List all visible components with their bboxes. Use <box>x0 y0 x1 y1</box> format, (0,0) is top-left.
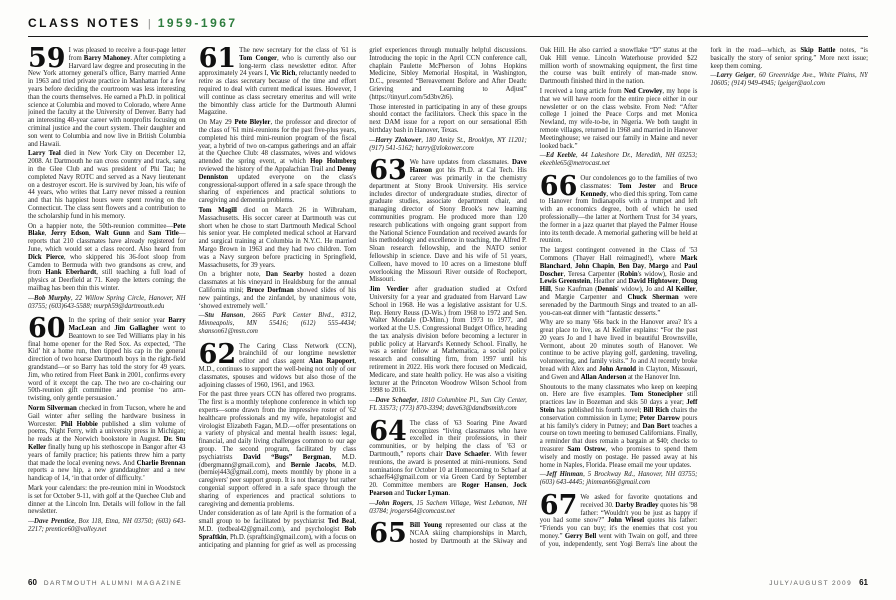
note-paragraph: Why are so many '66s back in the Hanover area? It's a great place to live, as Al Keiller explains: “For the past 20 years Jo and I have lived in beautiful Brownsville, Vermont, about 20 minutes south of Hanover. We continue to be active playing golf, gardening, traveling, volunteering, and family visits.” Jo and Al recently broke bread with Alex and John Arnold in Clayton, Missouri, and Gwen and Allan Anderson at the Hanover Inn. <box>539 319 698 381</box>
header-separator: | <box>147 18 151 30</box>
secretary-signoff: —Stu Hanson, 2665 Park Center Blvd., #312, Minneapolis, MN 55416; (612) 555-4434; shanson61@msn.com <box>198 312 357 335</box>
classmate-name: Dave Hanson <box>409 159 527 175</box>
classmate-name: Sam Ostrow <box>567 446 606 454</box>
classmate-name: Al Keiller <box>666 286 696 294</box>
secretary-signoff: —Ed Keeble, 44 Lakeshore Dr., Meredith, NH 03253; ekeeble65@metrocast.net <box>539 152 698 168</box>
classmate-name: Dave Prentice <box>34 518 75 526</box>
note-paragraph: The Caring Class Network (CCN), brainchild of our longtime newsletter editor and class agent Alan Rapoport, M.D., continues to support the well-being not only of our classmates, spouses and widows but also those of the adjoining classes of 1960, 1961, and 1963. <box>198 342 357 389</box>
classmate-name: Dick Pierce <box>28 253 64 261</box>
note-paragraph: Under consideration as of late April is the formation of a small group to be facilitated by psychiatrist Ted Beal, M.D. (tedbeal42@gmail.com), and psychologist Bob Spraftkin, Ph.D. (spraftkin@gmail.com), with a focus on anticipating and planning for grief as well as processing grief experiences through mutually helpful discussions. Introducing the topic in the April CCN conference call, chaplain Paulette McPherson of Johns Hopkins Medicine, Sibley Memorial Hospital, in Washington, D.C., presented “Bereavement Before and After Death: Grieving and Learning to Adjust” (https://tinyurl.com/5d3bv2t6). <box>198 47 527 549</box>
classmate-name: Robin <box>619 270 638 278</box>
classmate-name: Larry Teal <box>28 150 61 158</box>
classmate-name: Tom Jester <box>618 182 656 190</box>
class-year-dropcap: 59 <box>28 47 66 74</box>
note-paragraph: On a brighter note, Dan Searby hosted a dozen classmates at his vineyard in Healdsburg for the annual California mini; Bruce Dorfman showed slides of his new paintings, and the zinfandel, by unanimous vote, ‘showed extremely well.’ <box>198 271 357 310</box>
classmate-name: Ned Crowley <box>624 87 663 95</box>
classmate-name: Bernie Jacobs <box>290 461 335 469</box>
classmate-name: Tucker Lyman <box>405 490 449 498</box>
classmate-name: Ben Day <box>618 262 645 270</box>
classmate-name: Pete Blake <box>28 222 186 238</box>
classmate-name: Tom Stonecipher <box>630 391 683 399</box>
secretary-signoff: —John Rogers, 15 Sachem Village, West Lebanon, NH 03784; jrogers64@comcast.net <box>369 499 527 515</box>
class-year-dropcap: 67 <box>539 490 578 522</box>
class-section-59 <box>28 47 186 310</box>
classmate-name: David Hightower <box>628 278 679 286</box>
note-paragraph: Larry Teal died in New York City on December 12, 2008. At Dartmouth he ran cross country and track, sang in the Glee Club and was president of Phi Tau; he completed Navy ROTC and served as a Navy lieutenant on a destroyer escort. He is survived by Joan, his wife of 44 years, who writes that Larry never missed a reunion and that his happiest hours were spent rowing on the Connecticut. The class sent flowers and a contribution to the scholarship fund in his memory. <box>28 150 186 220</box>
classmate-name: Dan Searby <box>265 271 304 279</box>
page-header <box>28 16 868 37</box>
classmate-name: Bill Rich <box>643 407 669 415</box>
secretary-signoff: —Jeff Hinman, 5 Brockway Rd., Hanover, NH 03755; (603) 643-4445; jhinman66@gmail.com <box>539 471 698 487</box>
classmate-name: John Arnold <box>598 366 637 374</box>
classmate-name: Darby Bradley <box>615 501 659 509</box>
classmate-name: Skip Battle <box>800 47 836 54</box>
footer-magazine-title: DARTMOUTH ALUMNI MAGAZINE <box>43 580 183 587</box>
class-year-dropcap: 61 <box>198 47 237 74</box>
note-paragraph: On May 29 Pete Bleyler, the professor and director of the class of '61 mini-reunions for the past five-plus years, completed his third mini-reunion program of the fiscal year, a hybrid of two on-campus gatherings and an affair at the Quechee Club: 48 classmates, wives and widows attended the spring event, at which Hop Holmberg reviewed the history of the Appalachian Trail and Denny Denniston updated everyone on the class's congressional-support offered in a safe space through the sharing of experiences and practical solutions to caregiving and dementia problems. <box>198 119 357 205</box>
classmate-name: Paul Doscher <box>539 262 698 278</box>
classmate-name: Jock Pearson <box>369 482 527 498</box>
classmate-name: Chuck Sherman <box>627 293 679 301</box>
classmate-name: Dave Schaefer <box>375 397 417 405</box>
secretary-signoff: —Dave Schaefer, 1810 Columbine Pl., Sun City Center, FL 33573; (773) 870-3394; dave63@dandbsmith.com <box>369 397 527 413</box>
secretary-signoff: —Dave Prentice, Box 118, Etna, NH 03750; (603) 643-2217; prentice60@valley.net <box>28 518 186 534</box>
note-paragraph: We have updates from classmates. Dave Hanson got his Ph.D. at Cal Tech. His career was primarily in the chemistry department at Stony Brook University. His service includes director of undergraduate studies, director of graduate studies, associate department chair, and managing director of Stony Brook's new learning communities program. He produced more than 120 research publications with ongoing grant support from the National Science Foundation and received awards for his methodology and excellence in teaching, the Alfred P. Sloan research fellowship, and the NATO senior fellowship in science. Dave and his wife of 51 years, Colleen, have moved to 10 acres on a limestone bluff overlooking the Missouri River outside of Rocheport, Missouri. <box>369 159 527 284</box>
classmate-name: Gerry Bell <box>564 533 597 541</box>
class-section-66 <box>539 170 698 487</box>
page-footer <box>28 578 868 587</box>
classmate-name: Jim Gallagher <box>114 325 159 333</box>
classmate-name: Sam Title <box>148 230 179 238</box>
note-paragraph: I received a long article from Ned Crowley, my hope is that we will have room for the entire piece either in our newsletter or on the class website. From Ned: “After college I joined the Peace Corps and met Monica Newland, my wife-to-be, in Nigeria. We both taught in remote villages, returned in 1968 and married in Hanover Meetinghouse; we raised our family in Maine and never looked back.” <box>539 87 698 150</box>
note-paragraph: Tom Magill died on March 26 in Wilbraham, Massachusetts. His soccer career at Dartmouth was cut short when he chose to start Dartmouth Medical School his senior year. He completed medical school at Harvard and surgical training at Columbia in N.Y.C. He married Margo Brown in 1963 and they had two children. Tom was a Navy surgeon before practicing in Springfield, Massachusetts, for 39 years. <box>198 206 357 269</box>
classmate-name: Phil Hobbie <box>60 420 98 428</box>
classmate-name: John Rogers <box>375 499 413 507</box>
classmate-name: Walt Gunn <box>94 230 130 238</box>
classmate-name: Lewis Greenstein <box>539 278 591 286</box>
note-paragraph: On a happier note, the 50th-reunion committee—Pete Blake, Jerry Edson, Walt Gunn and Sam Title—reports that 210 classmates have already registered for June, which would set a class record. Also heard from Dick Pierce, who skippered his 36-foot sloop from Camden to Bermuda with two grandsons as crew, and from Hank Eberhardt, still teaching a full load of physics at Deerfield at 71. Keep the letters coming; the mailbag has been thin this winter. <box>28 222 186 292</box>
classmate-name: Margo <box>648 262 669 270</box>
classmate-name: Roger Hansen <box>461 482 507 490</box>
classmate-name: Doug Hill <box>539 278 698 294</box>
classmate-name: Dave Schaefer <box>446 451 490 459</box>
classmate-name: Bob Spraftkin <box>198 526 357 541</box>
classmate-name: John Wiesel <box>607 517 645 525</box>
classmate-name: Norm Silverman <box>28 405 77 413</box>
classmate-name: Ed Keeble <box>545 152 576 160</box>
classmate-name: Bruce Kennedy <box>580 182 698 198</box>
footer-issue-date: JULY/AUGUST 2009 <box>769 580 853 587</box>
secretary-signoff: —Bob Murphy, 22 Willow Spring Circle, Hanover, NH 03755; (603)643-5588; murph59@dartmouth.edu <box>28 294 186 310</box>
classmate-name: Dan Bort <box>642 422 670 430</box>
classmate-name: Jerry Edson <box>50 230 89 238</box>
note-paragraph: The class of '63 Soaring Pine Award recognizes “living classmates who have excelled in their professions, in their communities, or by helping the class of '63 or Dartmouth,” reports chair Dave Schaefer. With fewer reunions, the award is presented at mini-reunions. Send nominations for October 10 at Homecoming to Schaef at schaef64@gmail.com or via Green Card by September 20. Committee members are Roger Hansen, Jock Pearson and Tucker Lyman. <box>369 419 527 498</box>
class-section-64 <box>369 415 527 516</box>
note-paragraph: In the spring of their senior year Barry MacLean and Jim Gallagher went to Beantown to see Ted Williams play in his final home opener for the Red Sox. As expected, ‘The Kid’ hit a home run, then tipped his cap in the general direction of two hoarse Dartmouth boys in the right-field grandstand—or so Barry has told the story for 49 years. Jim, who retired from Fleet Bank in 2001, confirms every word of it except the cap. The two are co-chairing our 50th-reunion gift committee and promise ‘no arm-twisting, only gentle persuasion.’ <box>28 317 186 403</box>
secretary-signoff: —Larry Geiger, 60 Greenridge Ave., White Plains, NY 10605; (914) 949-4945; lgeiger@aol.com <box>710 72 868 88</box>
classmate-name: Mark Blanchard <box>539 254 698 270</box>
classmate-name: Stu Hanson <box>204 312 244 320</box>
secretary-signoff: —Harry Zlokower, 180 Amity St., Brooklyn, NY 11201; (917) 541-5162; harry@zlokower.com <box>369 136 527 152</box>
classmate-name: Pete Bleyler <box>234 119 271 127</box>
classmate-name: Hop Holmberg <box>310 158 357 166</box>
note-paragraph: We asked for favorite quotations and received 30. Darby Bradley quotes his '98 father: “Wouldn't you be just as happy if you had some snow?” John Wiesel quotes his father: “Friends you can buy; it's the enemies that cost you money.” Gerry Bell went with Twain on golf, and three of you, independently, sent Yogi Berra's line about the fork in the road—which, as Skip Battle notes, “is basically the story of senior spring.” More next issue; keep them coming. <box>539 47 868 548</box>
classmate-name: Tom Magill <box>198 206 237 214</box>
classmate-name: Charlie Brennan <box>136 459 186 467</box>
classmate-name: Vic Rich <box>270 70 296 78</box>
classmate-name: Bruce Dorfman <box>246 286 294 294</box>
class-year-dropcap: 64 <box>369 415 407 447</box>
classmate-name: David “Bugs” Bergman <box>243 453 330 461</box>
footer-right <box>769 578 868 587</box>
classmate-name: Harry Zlokower <box>375 136 422 144</box>
footer-page-number-left: 60 <box>28 578 37 587</box>
note-paragraph: Those interested in participating in any of these groups should contact the facilitators. Check this space in the next DAM issue for a report on our sensational 85th birthday bash in Hanover, Texas. <box>369 103 527 134</box>
classmate-name: Bob Murphy <box>34 294 71 302</box>
classmate-name: Denny Denniston <box>198 165 357 181</box>
footer-left <box>28 578 182 587</box>
note-paragraph: The new secretary for the class of '61 is Tom Conger, who is currently also our long-term class newsletter editor. After approximately 24 years I, Vic Rich, reluctantly needed to retire as class secretary because of the time and effort required to deal with current medical issues. However, I will continue as class secretary emeritus and will write the bimonthly class article for the Dartmouth Alumni Magazine. <box>198 47 357 117</box>
class-year-dropcap: 62 <box>198 338 237 370</box>
classmate-name: Dr. Stu Keller <box>28 436 186 452</box>
classmate-name: John Chapin <box>574 262 614 270</box>
class-section-60 <box>28 313 186 534</box>
classmate-name: Jeff Hinman <box>545 471 584 479</box>
classmate-name: Alan Rapoport <box>308 358 355 366</box>
classmate-name: Allan Anderson <box>580 373 627 381</box>
class-section-61 <box>199 47 357 336</box>
class-year-dropcap: 60 <box>28 313 66 345</box>
note-paragraph: Mark your calendars: the pre-reunion mini in Woodstock is set for October 9-11, with golf at the Quechee Club and dinner at the Lincoln Inn. Details will follow in the fall newsletter. <box>28 485 186 516</box>
class-year-dropcap: 65 <box>369 518 407 550</box>
class-year-dropcap: 66 <box>539 170 578 202</box>
class-year-dropcap: 63 <box>369 155 407 187</box>
note-paragraph: For the past three years CCN has offered two programs. The first is a monthly telephone conference in which top experts—some drawn from the impressive roster of '62 healthcare professionals and my wife, hepatologist and virologist Elizabeth Fagan, M.D.—offer presentations on a variety of physical and mental health issues: legal, financial, and daily living challenges common to our age group. The second program, facilitated by class psychiatrists David “Bugs” Bergman, M.D. (dbergmann@gmail.com), and Bernie Jacobs, M.D. (berniej443@gmail.com), meets monthly by phone in a caregivers' peer support group. It is not therapy but rather congenial support offered in a safe space through the sharing of experiences and practical solutions to caregiving and dementia problems. <box>198 391 357 508</box>
class-years-range: 1959-1967 <box>157 16 238 30</box>
classmate-name: Larry Geiger <box>716 72 755 80</box>
class-notes-columns <box>28 47 868 553</box>
note-paragraph: Norm Silverman checked in from Tucson, where he and Gail winter after selling the hardware business in Worcester. Phil Hobbie published a slim volume of poems, Night Ferry, with a university press in Michigan; he reads at the Norwich bookstore in August. Dr. Stu Keller finally hung up his stethoscope in Bangor after 43 years of family practice; his patients threw him a party that made the local evening news. And Charlie Brennan reports a new hip, a new granddaughter and a new handicap of 14, ‘in that order of difficulty.’ <box>28 405 186 483</box>
classmate-name: Barry MacLean <box>68 317 186 333</box>
classmate-name: Peter Darrow <box>639 414 680 422</box>
note-paragraph: Bill Young represented our class at the NCAA skiing championships in March, hosted by Dartmouth at the Skiway and Oak Hill. He also carried a snowflake “D” status at the Oak Hill venue. Lincoln Waterhouse provided $22 million worth of snowmaking equipment, the first time the course was built entirely of man-made snow. Dartmouth finished third in the nation. <box>409 47 698 546</box>
section-kicker: CLASS NOTES <box>28 16 141 30</box>
classmate-name: Jim Verdier <box>369 286 409 294</box>
note-paragraph: The largest contingent convened in the Class of '53 Commons (Thayer Hall reimagined!), where Mark Blanchard, John Chapin, Ben Day, Margo and Paul Doscher, Teresa Carpenter (Robin's widow), Rosie and Lewis Greenstein, Heather and David Hightower, Doug Hill, Sue Kaufman (Dennis' widow), Jo and Al Keiller, and Margie Carpenter and Chuck Sherman were serenaded by the Dartmouth Sings and treated to an all-you-can-eat dinner with “fantastic desserts.” <box>539 247 698 317</box>
classmate-name: Bill Young <box>409 522 442 530</box>
note-paragraph: Jim Verdier after graduation studied at Oxford University for a year and graduated from Harvard Law School in 1968. He was a legislative assistant for U.S. Rep. Henry Reuss (D-Wis.) from 1968 to 1972 and Sen. Walter Mondale (D-Minn.) from 1973 to 1977, and worked at the U.S. Congressional Budget Office, heading the tax analysis division before becoming a lecturer in public policy at Harvard's Kennedy School. Finally, he was a senior fellow at Mathematica, a social policy research and consulting firm, from 1997 until his retirement in 2022. His work there focused on Medicaid, Medicare, and state health policy. He was also a visiting lecturer at the Princeton Woodrow Wilson School from 1998 to 2016. <box>369 286 527 395</box>
classmate-name: Hank Eberhardt <box>45 269 97 277</box>
classmate-name: Dennis <box>597 286 618 294</box>
class-section-63 <box>369 155 527 413</box>
footer-page-number-right: 61 <box>859 578 868 587</box>
note-paragraph: Our condolences go to the families of two classmates: Tom Jester and Bruce Kennedy, who died this spring. Tom came to Hanover from Indianapolis with a trumpet and left with an economics degree, both of which he used professionally—the latter at Northern Trust for 34 years, the former in a jazz quartet that played the Palmer House into its tenth decade. A memorial gathering will be held at reunion. <box>539 174 698 245</box>
classmate-name: Ted Beal <box>327 518 355 526</box>
note-paragraph: Shoutouts to the many classmates who keep on keeping on. Here are five examples. Tom Stonecipher still practices law in Bozeman and skis 50 days a year; Jeff Stein has published his fourth novel; Bill Rich chairs the conservation commission in Lyme; Peter Darrow pours at his family's cidery in Putney; and Dan Bort teaches a course on town meeting to bemused Californians. Finally, a reminder that dues remain a bargain at $40; checks to treasurer Sam Ostrow, who promises to spend them wisely and mostly on postage. He passed away at his home in Naples, Florida. Please email me your updates. <box>539 383 698 469</box>
classmate-name: Tom Conger <box>239 54 277 62</box>
classmate-name: Jeff Stein <box>539 399 698 415</box>
classmate-name: Barry Mahoney <box>83 54 131 62</box>
note-paragraph: I was pleased to receive a four-page letter from Barry Mahoney. After completing a Harvard law degree and prosecuting in the New York attorney general's office, Barry married Anne in 1963 and tried private practice in Manhattan for a few years before deciding the courtroom was less interesting than the courts themselves. He earned a Ph.D. in political science at Columbia and moved to Colorado, where Anne joined the faculty at the University of Denver. Barry had an interesting 40-year career with nonprofits focusing on criminal justice and the court system. Their daughter and son went to Columbia and now live in British Columbia and Hawaii. <box>28 47 186 148</box>
